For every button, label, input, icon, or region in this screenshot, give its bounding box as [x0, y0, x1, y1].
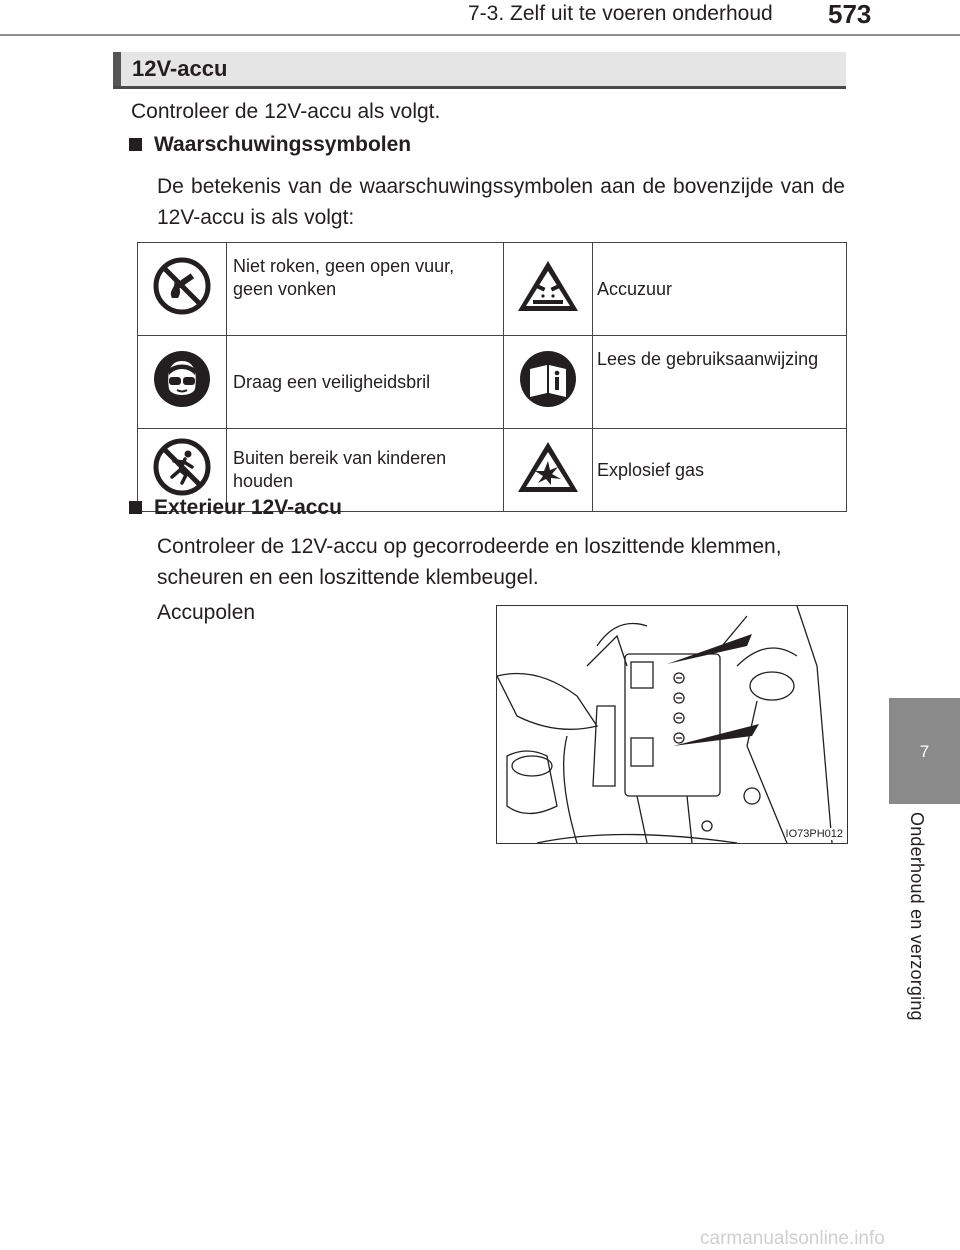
exterior-heading: Exterieur 12V-accu [129, 496, 342, 520]
explosive-gas-icon [515, 439, 581, 495]
watermark: carmanualsonline.info [700, 1228, 885, 1249]
intro-text: Controleer de 12V-accu als volgt. [131, 100, 441, 123]
warning-symbols-table [137, 242, 847, 512]
exterior-text: Controleer de 12V-accu op gecorrodeerde en loszittende klemmen, scheuren en een loszittende klembeugel. [157, 535, 782, 589]
acid-warning-icon [515, 258, 581, 314]
page-number: 573 [828, 0, 872, 29]
section-title: 12V-accu [132, 56, 228, 81]
goggles-label: Draag een veiligheidsbril [227, 336, 504, 429]
figure-code: IO73PH012 [785, 828, 843, 840]
header-divider [0, 34, 960, 36]
battery-terminals-label: Accupolen [157, 601, 256, 624]
read-manual-icon [518, 349, 578, 409]
battery-terminals-illustration [496, 605, 848, 844]
manual-label: Lees de gebruiksaanwijzing [593, 336, 847, 429]
safety-goggles-icon [152, 349, 212, 409]
section-title-bar [113, 52, 846, 89]
table-row [138, 336, 847, 429]
keep-away-children-icon [152, 437, 212, 497]
explosive-label: Explosief gas [593, 429, 847, 512]
square-bullet-icon [129, 138, 142, 151]
table-row [138, 243, 847, 336]
no-smoking-no-fire-icon [152, 256, 212, 316]
warning-symbols-text: De betekenis van de waarschuwingssymbolen aan de bovenzijde van de 12V-accu is als volgt: [157, 175, 845, 229]
square-bullet-icon [129, 501, 142, 514]
chapter-number: 7 [919, 742, 930, 761]
no-fire-label: Niet roken, geen open vuur, geen vonken [227, 243, 504, 336]
chapter-header: 7-3. Zelf uit te voeren onderhoud [468, 2, 773, 25]
acid-label: Accuzuur [593, 243, 847, 336]
children-label: Buiten bereik van kinderen houden [227, 429, 504, 512]
chapter-side-tab [889, 698, 960, 804]
warning-symbols-heading: Waarschuwingssymbolen [129, 133, 411, 157]
engine-bay-drawing [497, 606, 847, 843]
chapter-side-label: Onderhoud en verzorging [907, 812, 927, 1021]
